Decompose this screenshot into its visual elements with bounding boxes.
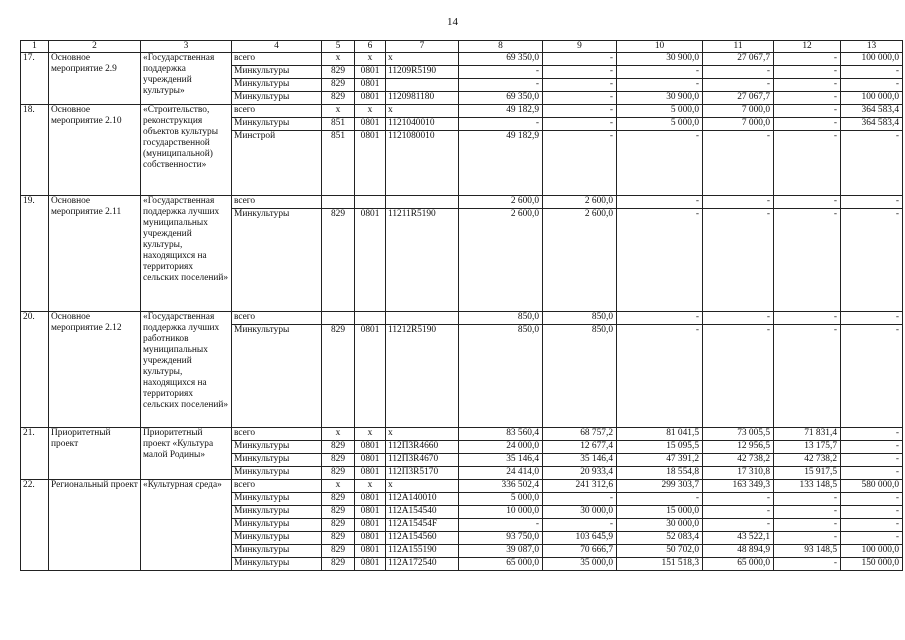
value-col-12: -: [774, 131, 841, 196]
value-col-13: -: [841, 519, 903, 532]
value-col-13: -: [841, 428, 903, 441]
value-col-13: 364 583,4: [841, 105, 903, 118]
rzpr-code: x: [355, 53, 386, 66]
value-col-9: -: [543, 118, 617, 131]
value-col-11: 7 000,0: [703, 105, 774, 118]
rzpr-code: 0801: [355, 506, 386, 519]
value-col-13: -: [841, 493, 903, 506]
column-number: 7: [386, 41, 459, 53]
value-col-10: -: [617, 325, 703, 428]
value-col-8: 24 000,0: [459, 441, 543, 454]
executor: всего: [232, 312, 322, 325]
value-col-8: -: [459, 118, 543, 131]
value-col-8: 10 000,0: [459, 506, 543, 519]
value-col-11: 65 000,0: [703, 558, 774, 571]
value-col-10: -: [617, 312, 703, 325]
row-number: 17.: [21, 53, 49, 105]
value-col-8: 5 000,0: [459, 493, 543, 506]
csr-code: 11209R5190: [386, 66, 459, 79]
grbs-code: 851: [322, 131, 355, 196]
rzpr-code: 0801: [355, 66, 386, 79]
csr-code: 112А154560: [386, 532, 459, 545]
value-col-8: 69 350,0: [459, 53, 543, 66]
grbs-code: x: [322, 480, 355, 493]
column-number: 2: [49, 41, 141, 53]
value-col-8: 93 750,0: [459, 532, 543, 545]
program-name: «Культурная среда»: [141, 480, 232, 571]
measure-name: Основное мероприятие 2.9: [49, 53, 141, 105]
value-col-13: -: [841, 196, 903, 209]
value-col-11: 163 349,3: [703, 480, 774, 493]
value-col-10: 15 000,0: [617, 506, 703, 519]
value-col-11: 27 067,7: [703, 92, 774, 105]
value-col-10: -: [617, 196, 703, 209]
rzpr-code: 0801: [355, 467, 386, 480]
value-col-13: 364 583,4: [841, 118, 903, 131]
csr-code: 11212R5190: [386, 325, 459, 428]
csr-code: x: [386, 480, 459, 493]
column-number: 8: [459, 41, 543, 53]
value-col-9: 103 645,9: [543, 532, 617, 545]
value-col-12: 133 148,5: [774, 480, 841, 493]
executor: Минкультуры: [232, 325, 322, 428]
rzpr-code: x: [355, 428, 386, 441]
row-number: 18.: [21, 105, 49, 196]
grbs-code: 829: [322, 79, 355, 92]
value-col-12: 71 831,4: [774, 428, 841, 441]
grbs-code: 829: [322, 467, 355, 480]
executor: Минкультуры: [232, 79, 322, 92]
value-col-9: -: [543, 105, 617, 118]
value-col-12: -: [774, 325, 841, 428]
value-col-8: 39 087,0: [459, 545, 543, 558]
value-col-13: -: [841, 66, 903, 79]
value-col-9: 850,0: [543, 325, 617, 428]
rzpr-code: [355, 196, 386, 209]
value-col-8: 83 560,4: [459, 428, 543, 441]
rzpr-code: x: [355, 105, 386, 118]
executor: всего: [232, 428, 322, 441]
column-number: 6: [355, 41, 386, 53]
grbs-code: 829: [322, 558, 355, 571]
value-col-11: -: [703, 79, 774, 92]
value-col-11: 73 005,5: [703, 428, 774, 441]
rzpr-code: 0801: [355, 532, 386, 545]
value-col-10: 81 041,5: [617, 428, 703, 441]
value-col-9: -: [543, 53, 617, 66]
value-col-9: 20 933,4: [543, 467, 617, 480]
csr-code: 1121080010: [386, 131, 459, 196]
value-col-11: -: [703, 506, 774, 519]
row-number: 19.: [21, 196, 49, 312]
executor: всего: [232, 53, 322, 66]
value-col-9: 35 000,0: [543, 558, 617, 571]
csr-code: x: [386, 105, 459, 118]
rzpr-code: 0801: [355, 493, 386, 506]
value-col-10: -: [617, 131, 703, 196]
value-col-9: 35 146,4: [543, 454, 617, 467]
value-col-13: 100 000,0: [841, 53, 903, 66]
value-col-11: 42 738,2: [703, 454, 774, 467]
value-col-10: -: [617, 493, 703, 506]
csr-code: x: [386, 53, 459, 66]
value-col-8: 24 414,0: [459, 467, 543, 480]
column-number: 13: [841, 41, 903, 53]
csr-code: 112А15454F: [386, 519, 459, 532]
value-col-9: 2 600,0: [543, 209, 617, 312]
executor: Минкультуры: [232, 493, 322, 506]
value-col-9: -: [543, 79, 617, 92]
column-number: 11: [703, 41, 774, 53]
executor: всего: [232, 480, 322, 493]
rzpr-code: x: [355, 480, 386, 493]
value-col-8: 49 182,9: [459, 105, 543, 118]
value-col-13: 100 000,0: [841, 545, 903, 558]
value-col-10: 299 303,7: [617, 480, 703, 493]
value-col-9: 30 000,0: [543, 506, 617, 519]
csr-code: 112А140010: [386, 493, 459, 506]
column-number: 12: [774, 41, 841, 53]
value-col-8: -: [459, 519, 543, 532]
rzpr-code: [355, 312, 386, 325]
executor: всего: [232, 196, 322, 209]
csr-code: 1121040010: [386, 118, 459, 131]
executor: Минкультуры: [232, 209, 322, 312]
value-col-13: 580 000,0: [841, 480, 903, 493]
value-col-13: -: [841, 441, 903, 454]
value-col-9: 2 600,0: [543, 196, 617, 209]
rzpr-code: 0801: [355, 92, 386, 105]
value-col-10: 18 554,8: [617, 467, 703, 480]
executor: всего: [232, 105, 322, 118]
executor: Минкультуры: [232, 506, 322, 519]
row-number: 21.: [21, 428, 49, 480]
value-col-10: 52 083,4: [617, 532, 703, 545]
value-col-10: 30 900,0: [617, 53, 703, 66]
csr-code: 112П3R5170: [386, 467, 459, 480]
column-number: 3: [141, 41, 232, 53]
measure-name: Основное мероприятие 2.10: [49, 105, 141, 196]
column-number: 5: [322, 41, 355, 53]
table-row: [21, 53, 903, 66]
value-col-12: -: [774, 92, 841, 105]
value-col-11: 48 894,9: [703, 545, 774, 558]
value-col-13: -: [841, 312, 903, 325]
row-number: 20.: [21, 312, 49, 428]
value-col-11: -: [703, 66, 774, 79]
value-col-8: 850,0: [459, 325, 543, 428]
rzpr-code: 0801: [355, 131, 386, 196]
value-col-11: -: [703, 209, 774, 312]
value-col-13: -: [841, 209, 903, 312]
csr-code: 11211R5190: [386, 209, 459, 312]
value-col-9: 850,0: [543, 312, 617, 325]
executor: Минкультуры: [232, 545, 322, 558]
value-col-8: 336 502,4: [459, 480, 543, 493]
column-number: 1: [21, 41, 49, 53]
budget-table: [20, 40, 903, 571]
table-row: [21, 480, 903, 493]
rzpr-code: 0801: [355, 441, 386, 454]
value-col-12: -: [774, 53, 841, 66]
executor: Минкультуры: [232, 441, 322, 454]
value-col-12: -: [774, 506, 841, 519]
measure-name: Региональный проект: [49, 480, 141, 571]
grbs-code: x: [322, 105, 355, 118]
value-col-12: -: [774, 209, 841, 312]
grbs-code: 829: [322, 454, 355, 467]
rzpr-code: 0801: [355, 325, 386, 428]
grbs-code: 829: [322, 209, 355, 312]
executor: Минкультуры: [232, 467, 322, 480]
value-col-9: -: [543, 519, 617, 532]
value-col-13: -: [841, 131, 903, 196]
program-name: «Государственная поддержка лучших работников муниципальных учреждений культуры, находящихся на территориях сельских поселений»: [141, 312, 232, 428]
rzpr-code: 0801: [355, 545, 386, 558]
value-col-11: 12 956,5: [703, 441, 774, 454]
executor: Минкультуры: [232, 66, 322, 79]
program-name: «Государственная поддержка лучших муниципальных учреждений культуры, находящихся на территориях сельских поселений»: [141, 196, 232, 312]
value-col-9: 12 677,4: [543, 441, 617, 454]
executor: Минкультуры: [232, 92, 322, 105]
value-col-8: 49 182,9: [459, 131, 543, 196]
value-col-13: -: [841, 532, 903, 545]
program-name: «Государственная поддержка учреждений культуры»: [141, 53, 232, 105]
csr-code: [386, 196, 459, 209]
value-col-10: 50 702,0: [617, 545, 703, 558]
value-col-11: 27 067,7: [703, 53, 774, 66]
rzpr-code: 0801: [355, 209, 386, 312]
value-col-13: -: [841, 467, 903, 480]
grbs-code: 829: [322, 506, 355, 519]
csr-code: [386, 312, 459, 325]
value-col-10: 30 000,0: [617, 519, 703, 532]
value-col-12: -: [774, 196, 841, 209]
grbs-code: x: [322, 53, 355, 66]
value-col-11: 7 000,0: [703, 118, 774, 131]
value-col-10: 5 000,0: [617, 118, 703, 131]
rzpr-code: 0801: [355, 454, 386, 467]
value-col-12: -: [774, 558, 841, 571]
grbs-code: [322, 196, 355, 209]
grbs-code: [322, 312, 355, 325]
value-col-10: 47 391,2: [617, 454, 703, 467]
table-row: [21, 196, 903, 209]
value-col-12: 15 917,5: [774, 467, 841, 480]
value-col-11: -: [703, 325, 774, 428]
rzpr-code: 0801: [355, 79, 386, 92]
value-col-8: 65 000,0: [459, 558, 543, 571]
value-col-10: 151 518,3: [617, 558, 703, 571]
grbs-code: 829: [322, 66, 355, 79]
value-col-11: -: [703, 493, 774, 506]
executor: Минстрой: [232, 131, 322, 196]
value-col-9: -: [543, 131, 617, 196]
value-col-11: -: [703, 519, 774, 532]
value-col-10: -: [617, 79, 703, 92]
value-col-13: -: [841, 454, 903, 467]
executor: Минкультуры: [232, 454, 322, 467]
executor: Минкультуры: [232, 558, 322, 571]
value-col-8: 850,0: [459, 312, 543, 325]
executor: Минкультуры: [232, 118, 322, 131]
grbs-code: 829: [322, 92, 355, 105]
measure-name: Основное мероприятие 2.11: [49, 196, 141, 312]
value-col-8: 35 146,4: [459, 454, 543, 467]
value-col-12: -: [774, 66, 841, 79]
csr-code: 112П3R4660: [386, 441, 459, 454]
rzpr-code: 0801: [355, 558, 386, 571]
value-col-12: 93 148,5: [774, 545, 841, 558]
value-col-8: 2 600,0: [459, 209, 543, 312]
value-col-12: 13 175,7: [774, 441, 841, 454]
measure-name: Приоритетный проект: [49, 428, 141, 480]
csr-code: x: [386, 428, 459, 441]
value-col-9: -: [543, 66, 617, 79]
value-col-8: -: [459, 79, 543, 92]
row-number: 22.: [21, 480, 49, 571]
grbs-code: 829: [322, 325, 355, 428]
value-col-9: 70 666,7: [543, 545, 617, 558]
value-col-10: 15 095,5: [617, 441, 703, 454]
grbs-code: 829: [322, 441, 355, 454]
rzpr-code: 0801: [355, 519, 386, 532]
value-col-13: 150 000,0: [841, 558, 903, 571]
value-col-12: 42 738,2: [774, 454, 841, 467]
executor: Минкультуры: [232, 519, 322, 532]
value-col-11: 43 522,1: [703, 532, 774, 545]
table-row: [21, 312, 903, 325]
csr-code: 112А154540: [386, 506, 459, 519]
value-col-10: 30 900,0: [617, 92, 703, 105]
csr-code: 1120981180: [386, 92, 459, 105]
grbs-code: 829: [322, 545, 355, 558]
program-name: Приоритетный проект «Культура малой Родины»: [141, 428, 232, 480]
value-col-10: 5 000,0: [617, 105, 703, 118]
measure-name: Основное мероприятие 2.12: [49, 312, 141, 428]
value-col-12: -: [774, 493, 841, 506]
grbs-code: x: [322, 428, 355, 441]
value-col-11: -: [703, 131, 774, 196]
value-col-9: 68 757,2: [543, 428, 617, 441]
value-col-9: -: [543, 493, 617, 506]
value-col-10: -: [617, 209, 703, 312]
value-col-12: -: [774, 118, 841, 131]
column-number: 4: [232, 41, 322, 53]
value-col-9: 241 312,6: [543, 480, 617, 493]
value-col-12: -: [774, 532, 841, 545]
value-col-12: -: [774, 519, 841, 532]
grbs-code: 829: [322, 519, 355, 532]
value-col-8: -: [459, 66, 543, 79]
value-col-13: -: [841, 79, 903, 92]
value-col-11: -: [703, 312, 774, 325]
grbs-code: 829: [322, 532, 355, 545]
value-col-13: -: [841, 506, 903, 519]
csr-code: [386, 79, 459, 92]
rzpr-code: 0801: [355, 118, 386, 131]
value-col-13: -: [841, 325, 903, 428]
value-col-13: 100 000,0: [841, 92, 903, 105]
column-number: 9: [543, 41, 617, 53]
value-col-12: -: [774, 312, 841, 325]
value-col-12: -: [774, 105, 841, 118]
column-number: 10: [617, 41, 703, 53]
value-col-8: 69 350,0: [459, 92, 543, 105]
value-col-8: 2 600,0: [459, 196, 543, 209]
grbs-code: 851: [322, 118, 355, 131]
csr-code: 112А172540: [386, 558, 459, 571]
value-col-11: 17 310,8: [703, 467, 774, 480]
value-col-9: -: [543, 92, 617, 105]
value-col-12: -: [774, 79, 841, 92]
table-row: [21, 428, 903, 441]
csr-code: 112А155190: [386, 545, 459, 558]
header-row: [21, 41, 903, 53]
program-name: «Строительство, реконструкция объектов культуры государственной (муниципальной) собственности»: [141, 105, 232, 196]
csr-code: 112П3R4670: [386, 454, 459, 467]
executor: Минкультуры: [232, 532, 322, 545]
table-row: [21, 105, 903, 118]
page-number: 14: [447, 16, 458, 28]
value-col-10: -: [617, 66, 703, 79]
grbs-code: 829: [322, 493, 355, 506]
value-col-11: -: [703, 196, 774, 209]
